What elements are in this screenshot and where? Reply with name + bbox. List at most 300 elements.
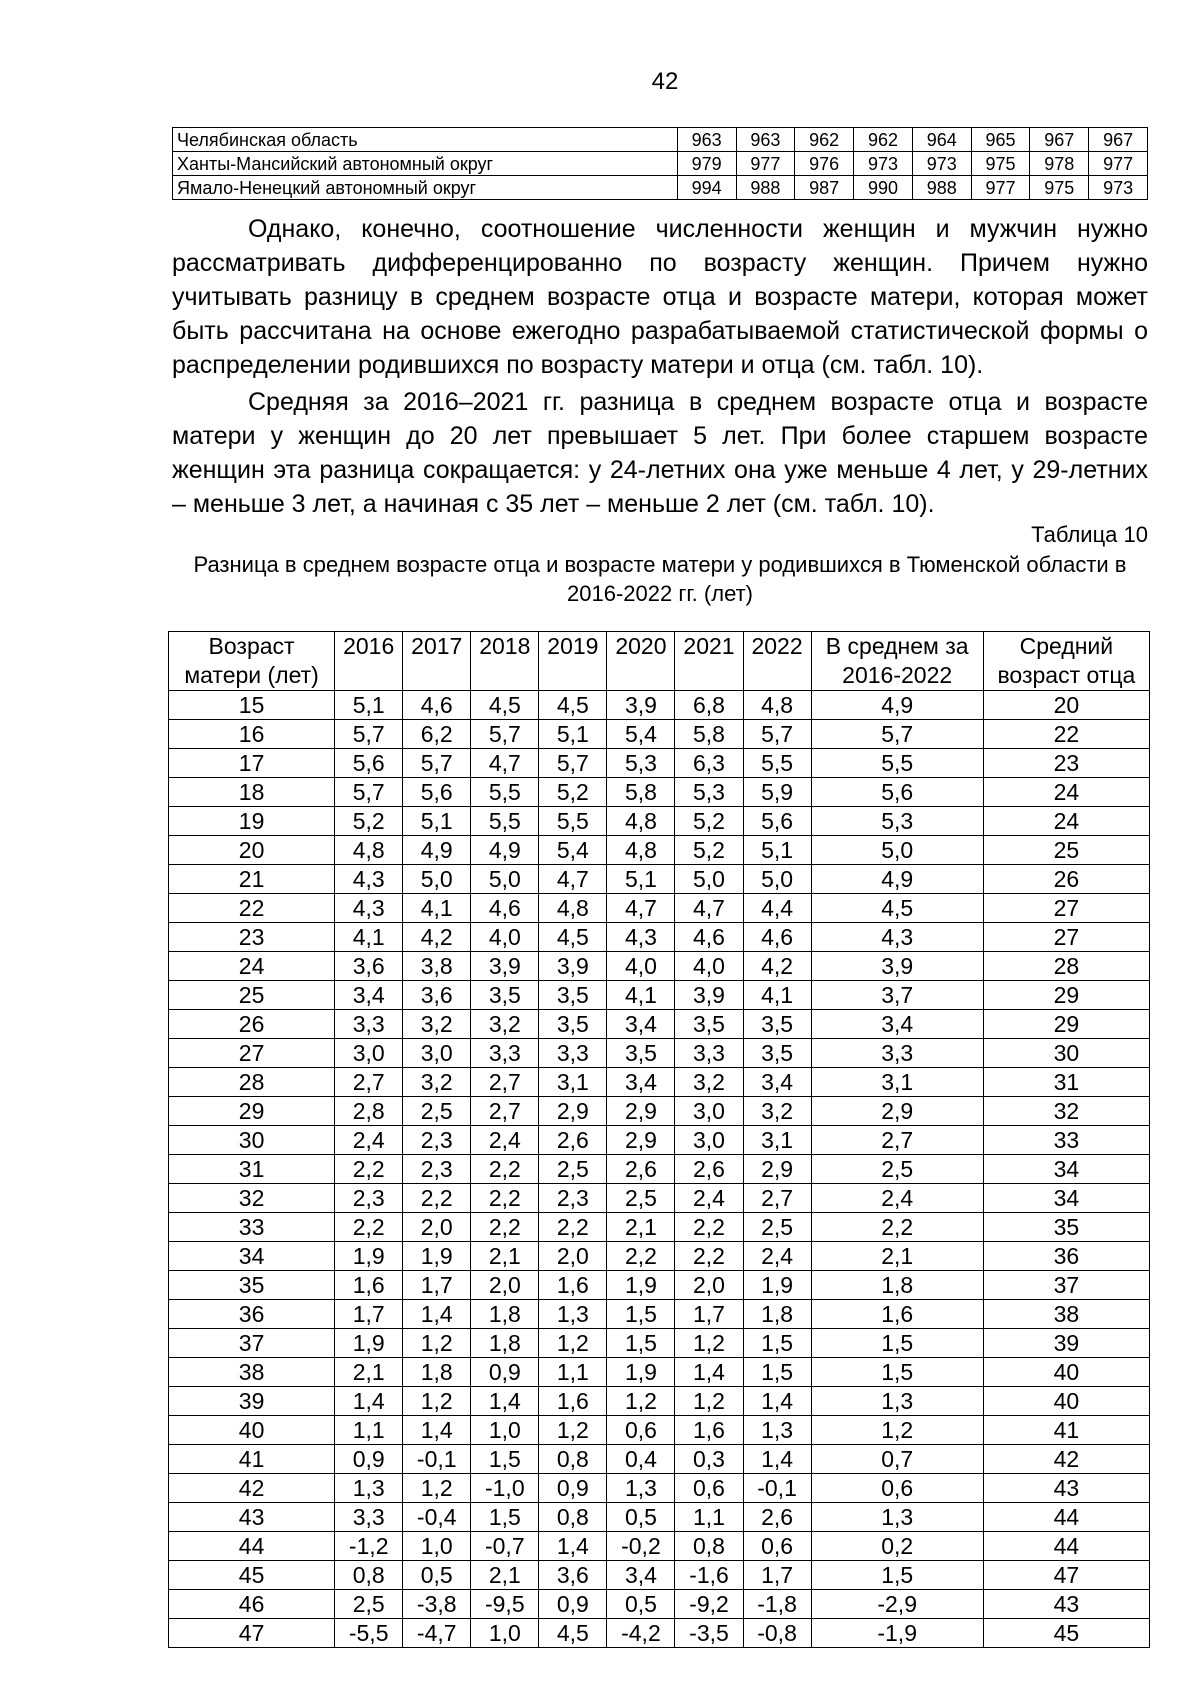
year-difference-cell: 1,6 bbox=[539, 1271, 607, 1300]
table-row bbox=[169, 1358, 1150, 1387]
father-age-cell: 35 bbox=[983, 1213, 1149, 1242]
mother-age-cell: 22 bbox=[169, 894, 335, 923]
average-difference-cell: 0,6 bbox=[811, 1474, 983, 1503]
father-age-cell: 24 bbox=[983, 807, 1149, 836]
year-difference-cell: 3,5 bbox=[471, 981, 539, 1010]
ratio-value: 990 bbox=[854, 176, 913, 200]
year-difference-cell: 2,2 bbox=[607, 1242, 675, 1271]
header-average-line1: В среднем за bbox=[825, 633, 969, 659]
ratio-value: 967 bbox=[1030, 128, 1089, 152]
year-difference-cell: -1,6 bbox=[675, 1561, 743, 1590]
year-difference-cell: 3,2 bbox=[675, 1068, 743, 1097]
year-difference-cell: 1,9 bbox=[607, 1271, 675, 1300]
year-difference-cell: 0,3 bbox=[675, 1445, 743, 1474]
year-difference-cell: 5,2 bbox=[335, 807, 403, 836]
father-age-cell: 47 bbox=[983, 1561, 1149, 1590]
year-difference-cell: 2,4 bbox=[675, 1184, 743, 1213]
year-difference-cell: 1,3 bbox=[607, 1474, 675, 1503]
year-difference-cell: 0,5 bbox=[403, 1561, 471, 1590]
year-difference-cell: 4,3 bbox=[607, 923, 675, 952]
header-year: 2019 bbox=[539, 632, 607, 691]
average-difference-cell: 1,8 bbox=[811, 1271, 983, 1300]
year-difference-cell: 0,4 bbox=[607, 1445, 675, 1474]
year-difference-cell: 1,9 bbox=[403, 1242, 471, 1271]
father-age-cell: 45 bbox=[983, 1619, 1149, 1648]
mother-age-cell: 31 bbox=[169, 1155, 335, 1184]
header-year: 2016 bbox=[335, 632, 403, 691]
year-difference-cell: 2,5 bbox=[607, 1184, 675, 1213]
year-difference-cell: 6,2 bbox=[403, 720, 471, 749]
mother-age-cell: 18 bbox=[169, 778, 335, 807]
year-difference-cell: 2,9 bbox=[607, 1126, 675, 1155]
year-difference-cell: 1,4 bbox=[675, 1358, 743, 1387]
year-difference-cell: 2,7 bbox=[743, 1184, 811, 1213]
year-difference-cell: 5,7 bbox=[471, 720, 539, 749]
average-difference-cell: 3,4 bbox=[811, 1010, 983, 1039]
father-age-cell: 41 bbox=[983, 1416, 1149, 1445]
year-difference-cell: 1,2 bbox=[403, 1474, 471, 1503]
table-row bbox=[169, 865, 1150, 894]
year-difference-cell: 3,9 bbox=[539, 952, 607, 981]
year-difference-cell: 3,1 bbox=[539, 1068, 607, 1097]
mother-age-cell: 16 bbox=[169, 720, 335, 749]
year-difference-cell: 2,2 bbox=[471, 1155, 539, 1184]
year-difference-cell: 1,3 bbox=[743, 1416, 811, 1445]
table-label: Таблица 10 bbox=[1031, 522, 1148, 547]
table-row bbox=[169, 1532, 1150, 1561]
year-difference-cell: 5,9 bbox=[743, 778, 811, 807]
mother-age-cell: 27 bbox=[169, 1039, 335, 1068]
year-difference-cell: 1,9 bbox=[607, 1358, 675, 1387]
table-row bbox=[169, 1213, 1150, 1242]
year-difference-cell: 1,5 bbox=[743, 1358, 811, 1387]
father-age-cell: 44 bbox=[983, 1503, 1149, 1532]
year-difference-cell: 5,1 bbox=[607, 865, 675, 894]
father-age-cell: 44 bbox=[983, 1532, 1149, 1561]
year-difference-cell: 5,3 bbox=[675, 778, 743, 807]
table-row bbox=[169, 807, 1150, 836]
table-row bbox=[169, 691, 1150, 720]
year-difference-cell: 4,5 bbox=[539, 1619, 607, 1648]
average-difference-cell: 3,7 bbox=[811, 981, 983, 1010]
year-difference-cell: 4,9 bbox=[471, 836, 539, 865]
year-difference-cell: 1,6 bbox=[539, 1387, 607, 1416]
year-difference-cell: 2,2 bbox=[335, 1155, 403, 1184]
mother-age-cell: 20 bbox=[169, 836, 335, 865]
year-difference-cell: 5,0 bbox=[675, 865, 743, 894]
father-age-cell: 34 bbox=[983, 1155, 1149, 1184]
mother-age-cell: 34 bbox=[169, 1242, 335, 1271]
year-difference-cell: 4,7 bbox=[675, 894, 743, 923]
year-difference-cell: -9,5 bbox=[471, 1590, 539, 1619]
table-header-row bbox=[169, 632, 1150, 691]
year-difference-cell: 2,9 bbox=[743, 1155, 811, 1184]
year-difference-cell: 4,6 bbox=[675, 923, 743, 952]
year-difference-cell: 6,3 bbox=[675, 749, 743, 778]
year-difference-cell: 1,8 bbox=[471, 1300, 539, 1329]
mother-age-cell: 24 bbox=[169, 952, 335, 981]
mother-age-cell: 25 bbox=[169, 981, 335, 1010]
year-difference-cell: 4,8 bbox=[335, 836, 403, 865]
paragraph-1: Однако, конечно, соотношение численности женщин и мужчин нужно рассматривать дифференцированно по возрасту женщин. Причем нужно учитывать разницу в среднем возрасте отца и возрасте матери, которая может быть рассчитана на основе ежегодно разрабатываемой статистической формы о распределении родившихся по возрасту матери и отца (см. табл. 10). bbox=[172, 215, 1148, 379]
year-difference-cell: 2,0 bbox=[539, 1242, 607, 1271]
year-difference-cell: 3,3 bbox=[471, 1039, 539, 1068]
mother-age-cell: 26 bbox=[169, 1010, 335, 1039]
father-age-cell: 40 bbox=[983, 1387, 1149, 1416]
father-age-cell: 24 bbox=[983, 778, 1149, 807]
year-difference-cell: 5,7 bbox=[539, 749, 607, 778]
year-difference-cell: 2,0 bbox=[471, 1271, 539, 1300]
year-difference-cell: 3,0 bbox=[403, 1039, 471, 1068]
year-difference-cell: 2,3 bbox=[335, 1184, 403, 1213]
table-row bbox=[169, 1590, 1150, 1619]
father-age-cell: 29 bbox=[983, 981, 1149, 1010]
year-difference-cell: 1,7 bbox=[743, 1561, 811, 1590]
year-difference-cell: 2,1 bbox=[607, 1213, 675, 1242]
mother-age-cell: 45 bbox=[169, 1561, 335, 1590]
table-row bbox=[169, 778, 1150, 807]
average-difference-cell: 2,9 bbox=[811, 1097, 983, 1126]
table-row bbox=[169, 1242, 1150, 1271]
father-age-cell: 33 bbox=[983, 1126, 1149, 1155]
year-difference-cell: 3,6 bbox=[403, 981, 471, 1010]
year-difference-cell: 1,4 bbox=[335, 1387, 403, 1416]
average-difference-cell: 0,2 bbox=[811, 1532, 983, 1561]
table-row bbox=[169, 981, 1150, 1010]
father-age-cell: 34 bbox=[983, 1184, 1149, 1213]
year-difference-cell: 2,1 bbox=[471, 1242, 539, 1271]
year-difference-cell: 1,8 bbox=[471, 1329, 539, 1358]
year-difference-cell: -0,8 bbox=[743, 1619, 811, 1648]
table-row bbox=[169, 720, 1150, 749]
father-age-cell: 36 bbox=[983, 1242, 1149, 1271]
mother-age-cell: 28 bbox=[169, 1068, 335, 1097]
year-difference-cell: 6,8 bbox=[675, 691, 743, 720]
average-difference-cell: 1,5 bbox=[811, 1561, 983, 1590]
year-difference-cell: 2,5 bbox=[539, 1155, 607, 1184]
year-difference-cell: 3,3 bbox=[335, 1010, 403, 1039]
year-difference-cell: 3,6 bbox=[335, 952, 403, 981]
table-row bbox=[169, 1010, 1150, 1039]
header-year: 2021 bbox=[675, 632, 743, 691]
ratio-value: 973 bbox=[912, 152, 971, 176]
year-difference-cell: 2,2 bbox=[403, 1184, 471, 1213]
mother-age-cell: 36 bbox=[169, 1300, 335, 1329]
ratio-value: 965 bbox=[971, 128, 1030, 152]
average-difference-cell: 5,7 bbox=[811, 720, 983, 749]
year-difference-cell: 4,0 bbox=[607, 952, 675, 981]
year-difference-cell: 4,1 bbox=[607, 981, 675, 1010]
average-difference-cell: 3,3 bbox=[811, 1039, 983, 1068]
year-difference-cell: 0,9 bbox=[471, 1358, 539, 1387]
table-row bbox=[169, 1097, 1150, 1126]
header-mother-age bbox=[169, 632, 335, 691]
table-row bbox=[169, 1561, 1150, 1590]
year-difference-cell: 1,0 bbox=[403, 1532, 471, 1561]
year-difference-cell: 1,6 bbox=[675, 1416, 743, 1445]
year-difference-cell: 0,6 bbox=[607, 1416, 675, 1445]
year-difference-cell: 5,7 bbox=[743, 720, 811, 749]
year-difference-cell: 3,4 bbox=[607, 1010, 675, 1039]
table-row bbox=[169, 749, 1150, 778]
average-difference-cell: 2,4 bbox=[811, 1184, 983, 1213]
year-difference-cell: -3,8 bbox=[403, 1590, 471, 1619]
header-average bbox=[811, 632, 983, 691]
year-difference-cell: 5,7 bbox=[403, 749, 471, 778]
year-difference-cell: 0,6 bbox=[675, 1474, 743, 1503]
mother-age-cell: 19 bbox=[169, 807, 335, 836]
year-difference-cell: 3,3 bbox=[675, 1039, 743, 1068]
year-difference-cell: 0,9 bbox=[539, 1474, 607, 1503]
year-difference-cell: 4,2 bbox=[743, 952, 811, 981]
year-difference-cell: 5,4 bbox=[607, 720, 675, 749]
year-difference-cell: 3,4 bbox=[335, 981, 403, 1010]
year-difference-cell: 2,1 bbox=[335, 1358, 403, 1387]
year-difference-cell: 5,0 bbox=[403, 865, 471, 894]
year-difference-cell: 5,5 bbox=[743, 749, 811, 778]
year-difference-cell: 1,8 bbox=[403, 1358, 471, 1387]
year-difference-cell: 2,3 bbox=[539, 1184, 607, 1213]
year-difference-cell: 3,0 bbox=[675, 1097, 743, 1126]
year-difference-cell: 1,2 bbox=[403, 1329, 471, 1358]
table-row bbox=[169, 952, 1150, 981]
father-age-cell: 20 bbox=[983, 691, 1149, 720]
header-year: 2020 bbox=[607, 632, 675, 691]
region-name: Челябинская область bbox=[173, 128, 678, 152]
ratio-value: 963 bbox=[677, 128, 736, 152]
year-difference-cell: 5,6 bbox=[403, 778, 471, 807]
table-row bbox=[169, 1039, 1150, 1068]
ratio-value: 977 bbox=[736, 152, 795, 176]
average-difference-cell: 3,9 bbox=[811, 952, 983, 981]
ratio-value: 963 bbox=[736, 128, 795, 152]
year-difference-cell: -4,2 bbox=[607, 1619, 675, 1648]
table-row bbox=[169, 1474, 1150, 1503]
year-difference-cell: 3,1 bbox=[743, 1126, 811, 1155]
year-difference-cell: 1,4 bbox=[743, 1387, 811, 1416]
year-difference-cell: 1,5 bbox=[743, 1329, 811, 1358]
year-difference-cell: 2,6 bbox=[675, 1155, 743, 1184]
year-difference-cell: 3,5 bbox=[675, 1010, 743, 1039]
year-difference-cell: 1,5 bbox=[607, 1329, 675, 1358]
year-difference-cell: -5,5 bbox=[335, 1619, 403, 1648]
father-age-cell: 40 bbox=[983, 1358, 1149, 1387]
father-age-cell: 27 bbox=[983, 923, 1149, 952]
year-difference-cell: 4,6 bbox=[403, 691, 471, 720]
year-difference-cell: 4,6 bbox=[743, 923, 811, 952]
year-difference-cell: 3,5 bbox=[607, 1039, 675, 1068]
year-difference-cell: -0,4 bbox=[403, 1503, 471, 1532]
table-row bbox=[169, 894, 1150, 923]
year-difference-cell: 4,3 bbox=[335, 894, 403, 923]
year-difference-cell: -0,2 bbox=[607, 1532, 675, 1561]
year-difference-cell: 5,1 bbox=[403, 807, 471, 836]
year-difference-cell: 5,3 bbox=[607, 749, 675, 778]
year-difference-cell: 1,2 bbox=[675, 1329, 743, 1358]
average-difference-cell: 1,3 bbox=[811, 1387, 983, 1416]
father-age-cell: 28 bbox=[983, 952, 1149, 981]
year-difference-cell: 2,6 bbox=[607, 1155, 675, 1184]
mother-age-cell: 23 bbox=[169, 923, 335, 952]
paragraph-2: Средняя за 2016–2021 гг. разница в среднем возрасте отца и возрасте матери у женщин до 20 лет превышает 5 лет. При более старшем возрасте женщин эта разница сокращается: у 24-летних она уже меньше 4 лет, у 29-летних – меньше 3 лет, а начиная с 35 лет – меньше 2 лет (см. табл. 10). bbox=[172, 388, 1148, 518]
average-difference-cell: 2,5 bbox=[811, 1155, 983, 1184]
ratio-value: 976 bbox=[795, 152, 854, 176]
table-row bbox=[169, 1271, 1150, 1300]
year-difference-cell: 2,9 bbox=[539, 1097, 607, 1126]
year-difference-cell: 3,3 bbox=[539, 1039, 607, 1068]
average-difference-cell: 1,5 bbox=[811, 1329, 983, 1358]
father-age-cell: 23 bbox=[983, 749, 1149, 778]
year-difference-cell: 1,3 bbox=[335, 1474, 403, 1503]
average-difference-cell: 2,1 bbox=[811, 1242, 983, 1271]
ratio-value: 962 bbox=[854, 128, 913, 152]
year-difference-cell: 1,9 bbox=[335, 1242, 403, 1271]
table-row bbox=[169, 836, 1150, 865]
mother-age-cell: 30 bbox=[169, 1126, 335, 1155]
year-difference-cell: -0,1 bbox=[743, 1474, 811, 1503]
year-difference-cell: 0,6 bbox=[743, 1532, 811, 1561]
year-difference-cell: 5,1 bbox=[335, 691, 403, 720]
mother-age-cell: 46 bbox=[169, 1590, 335, 1619]
table-row bbox=[173, 128, 1148, 152]
year-difference-cell: 2,5 bbox=[335, 1590, 403, 1619]
year-difference-cell: 3,5 bbox=[539, 981, 607, 1010]
year-difference-cell: 1,2 bbox=[539, 1416, 607, 1445]
average-difference-cell: 0,7 bbox=[811, 1445, 983, 1474]
year-difference-cell: 0,9 bbox=[539, 1590, 607, 1619]
year-difference-cell: 2,2 bbox=[471, 1213, 539, 1242]
average-difference-cell: 5,0 bbox=[811, 836, 983, 865]
table-row bbox=[169, 923, 1150, 952]
year-difference-cell: 0,8 bbox=[335, 1561, 403, 1590]
year-difference-cell: 2,7 bbox=[471, 1097, 539, 1126]
mother-age-cell: 29 bbox=[169, 1097, 335, 1126]
mother-age-cell: 15 bbox=[169, 691, 335, 720]
average-difference-cell: 2,7 bbox=[811, 1126, 983, 1155]
year-difference-cell: 2,9 bbox=[607, 1097, 675, 1126]
mother-age-cell: 37 bbox=[169, 1329, 335, 1358]
year-difference-cell: 2,6 bbox=[539, 1126, 607, 1155]
year-difference-cell: 5,6 bbox=[743, 807, 811, 836]
year-difference-cell: 3,5 bbox=[743, 1039, 811, 1068]
year-difference-cell: 2,5 bbox=[743, 1213, 811, 1242]
year-difference-cell: 3,9 bbox=[675, 981, 743, 1010]
year-difference-cell: 2,1 bbox=[471, 1561, 539, 1590]
year-difference-cell: 4,7 bbox=[539, 865, 607, 894]
average-difference-cell: 1,5 bbox=[811, 1358, 983, 1387]
year-difference-cell: 2,3 bbox=[403, 1126, 471, 1155]
ratio-value: 988 bbox=[736, 176, 795, 200]
year-difference-cell: 3,9 bbox=[607, 691, 675, 720]
year-difference-cell: 5,6 bbox=[335, 749, 403, 778]
average-difference-cell: 5,5 bbox=[811, 749, 983, 778]
ratio-value: 994 bbox=[677, 176, 736, 200]
mother-age-cell: 43 bbox=[169, 1503, 335, 1532]
year-difference-cell: 1,7 bbox=[675, 1300, 743, 1329]
table-row bbox=[169, 1445, 1150, 1474]
year-difference-cell: 2,6 bbox=[743, 1503, 811, 1532]
year-difference-cell: 5,4 bbox=[539, 836, 607, 865]
year-difference-cell: 4,0 bbox=[675, 952, 743, 981]
year-difference-cell: 2,2 bbox=[675, 1242, 743, 1271]
header-year: 2018 bbox=[471, 632, 539, 691]
year-difference-cell: 4,6 bbox=[471, 894, 539, 923]
average-difference-cell: 1,3 bbox=[811, 1503, 983, 1532]
year-difference-cell: 1,2 bbox=[539, 1329, 607, 1358]
year-difference-cell: 5,7 bbox=[335, 720, 403, 749]
year-difference-cell: 3,4 bbox=[743, 1068, 811, 1097]
year-difference-cell: 5,5 bbox=[539, 807, 607, 836]
father-age-cell: 32 bbox=[983, 1097, 1149, 1126]
table-row bbox=[173, 176, 1148, 200]
year-difference-cell: 3,9 bbox=[471, 952, 539, 981]
year-difference-cell: 2,8 bbox=[335, 1097, 403, 1126]
father-age-cell: 37 bbox=[983, 1271, 1149, 1300]
year-difference-cell: 5,5 bbox=[471, 778, 539, 807]
year-difference-cell: 4,8 bbox=[539, 894, 607, 923]
year-difference-cell: 4,0 bbox=[471, 923, 539, 952]
father-age-cell: 26 bbox=[983, 865, 1149, 894]
table-row bbox=[173, 152, 1148, 176]
father-age-cell: 43 bbox=[983, 1474, 1149, 1503]
year-difference-cell: -1,2 bbox=[335, 1532, 403, 1561]
table-row bbox=[169, 1329, 1150, 1358]
year-difference-cell: 1,3 bbox=[539, 1300, 607, 1329]
father-age-cell: 39 bbox=[983, 1329, 1149, 1358]
header-father-age bbox=[983, 632, 1149, 691]
year-difference-cell: 5,0 bbox=[471, 865, 539, 894]
year-difference-cell: 5,8 bbox=[675, 720, 743, 749]
year-difference-cell: 1,2 bbox=[403, 1387, 471, 1416]
mother-age-cell: 47 bbox=[169, 1619, 335, 1648]
year-difference-cell: 2,4 bbox=[471, 1126, 539, 1155]
year-difference-cell: 3,0 bbox=[675, 1126, 743, 1155]
region-ratio-table-continuation bbox=[172, 127, 1148, 200]
year-difference-cell: 5,2 bbox=[675, 807, 743, 836]
year-difference-cell: 5,1 bbox=[539, 720, 607, 749]
year-difference-cell: 1,4 bbox=[471, 1387, 539, 1416]
year-difference-cell: 4,8 bbox=[607, 836, 675, 865]
mother-age-cell: 39 bbox=[169, 1387, 335, 1416]
ratio-value: 978 bbox=[1030, 152, 1089, 176]
table-row bbox=[169, 1300, 1150, 1329]
year-difference-cell: 3,2 bbox=[403, 1010, 471, 1039]
year-difference-cell: 1,8 bbox=[743, 1300, 811, 1329]
year-difference-cell: 1,5 bbox=[471, 1503, 539, 1532]
year-difference-cell: 5,7 bbox=[335, 778, 403, 807]
year-difference-cell: -9,2 bbox=[675, 1590, 743, 1619]
year-difference-cell: 4,2 bbox=[403, 923, 471, 952]
average-difference-cell: 1,2 bbox=[811, 1416, 983, 1445]
year-difference-cell: -3,5 bbox=[675, 1619, 743, 1648]
year-difference-cell: 1,7 bbox=[403, 1271, 471, 1300]
region-name: Ямало-Ненецкий автономный округ bbox=[173, 176, 678, 200]
year-difference-cell: 1,6 bbox=[335, 1271, 403, 1300]
year-difference-cell: 4,5 bbox=[539, 691, 607, 720]
average-difference-cell: 5,6 bbox=[811, 778, 983, 807]
year-difference-cell: 1,5 bbox=[471, 1445, 539, 1474]
age-difference-table bbox=[168, 631, 1150, 1648]
father-age-cell: 42 bbox=[983, 1445, 1149, 1474]
year-difference-cell: 1,4 bbox=[403, 1300, 471, 1329]
average-difference-cell: -2,9 bbox=[811, 1590, 983, 1619]
year-difference-cell: 0,8 bbox=[539, 1503, 607, 1532]
year-difference-cell: 4,1 bbox=[403, 894, 471, 923]
year-difference-cell: 1,1 bbox=[539, 1358, 607, 1387]
table-row bbox=[169, 1184, 1150, 1213]
average-difference-cell: 4,3 bbox=[811, 923, 983, 952]
average-difference-cell: 1,6 bbox=[811, 1300, 983, 1329]
